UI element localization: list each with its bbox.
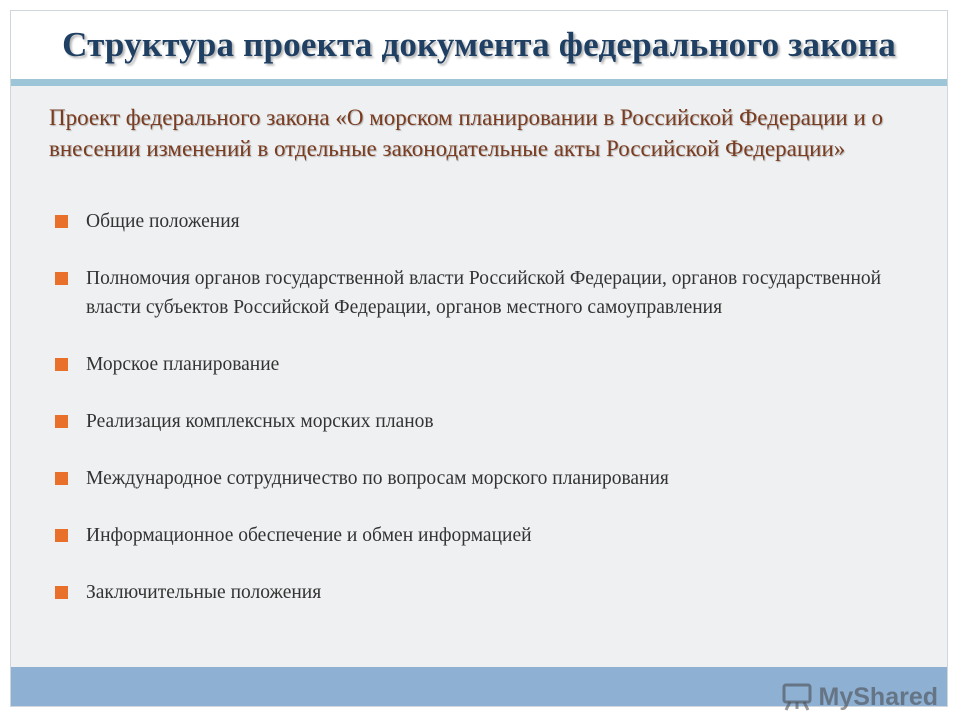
list-item-text: Международное сотрудничество по вопросам морского планирования (86, 468, 669, 489)
list-item (55, 407, 905, 436)
presentation-board-icon (781, 682, 813, 712)
title-accent-line (11, 79, 947, 86)
square-bullet-icon (55, 586, 68, 599)
list-item (55, 464, 905, 493)
title-bar (11, 11, 947, 79)
square-bullet-icon (55, 529, 68, 542)
list-item (55, 521, 905, 550)
square-bullet-icon (55, 215, 68, 228)
list-item-text: Полномочия органов государственной власти Российской Федерации, органов государственной власти субъектов Российской Федерации, органов местного самоуправления (86, 268, 882, 318)
list-item-text: Заключительные положения (86, 582, 322, 603)
square-bullet-icon (55, 415, 68, 428)
square-bullet-icon (55, 472, 68, 485)
square-bullet-icon (55, 272, 68, 285)
list-item-text: Реализация комплексных морских планов (86, 411, 434, 432)
list-item-text: Морское планирование (86, 354, 280, 375)
list-item (55, 264, 905, 322)
list-item-text: Общие положения (86, 211, 240, 232)
watermark-logo[interactable] (781, 682, 938, 712)
list-item (55, 207, 905, 236)
list-item (55, 578, 905, 607)
slide-title: Структура проекта документа федерального закона (62, 25, 896, 64)
law-subtitle: Проект федерального закона «О морском планировании в Российской Федерации и о внесении изменений в отдельные законодательные акты Российской Федерации» (49, 105, 884, 161)
bullet-list (55, 207, 905, 635)
square-bullet-icon (55, 358, 68, 371)
list-item (55, 350, 905, 379)
list-item-text: Информационное обеспечение и обмен информацией (86, 525, 532, 546)
watermark-text: MyShared (818, 682, 938, 711)
